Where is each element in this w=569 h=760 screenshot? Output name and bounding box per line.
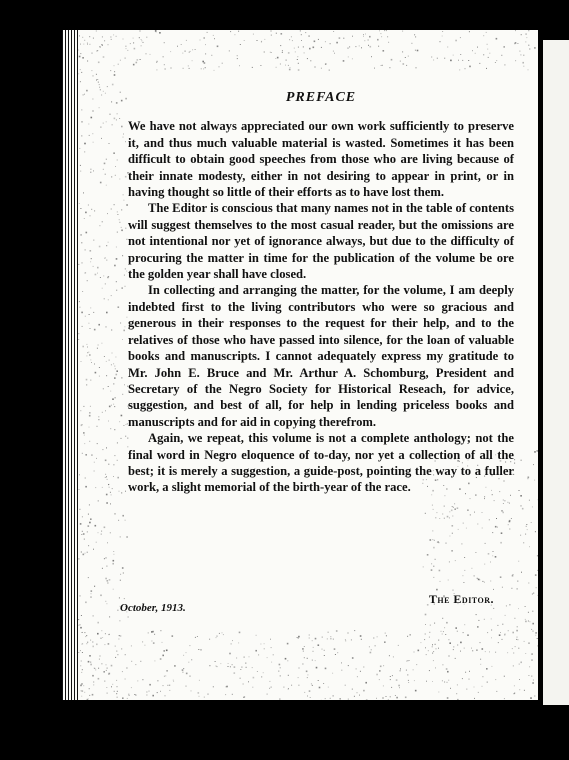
page-binding-edge [62,30,78,700]
paragraph-4: Again, we repeat, this volume is not a complete anthology; not the final word in Negro eloquence of to-day, nor yet a collection of all the best; it is merely a suggestion, a guide-post, pointing the way to a fuller work, a slight memorial of the birth-year of the race. [128,431,514,495]
preface-date: October, 1913. [120,602,186,614]
page-body [128,90,514,496]
paragraph-3: In collecting and arranging the matter, for the volume, I am deeply indebted first to the living contributors who were so gracious and generous in their responses to the request for their help, and to the relatives of those who have passed into silence, for the loan of valuable books and manuscripts. I cannot adequately express my gratitude to Mr. John E. Bruce and Mr. Arthur A. Schomburg, President and Secretary of the Negro Society for Historical Reseach, for advice, suggestion, and best of all, for help in lending priceless books and manuscripts and for aid in copying therefrom. [128,283,514,429]
facing-page-edge [543,40,569,705]
book-page [62,30,538,700]
paragraph-2: The Editor is conscious that many names not in the table of contents will suggest themselves to the most casual reader, but the omissions are not intentional nor yet of ignorance always, but due to the difficulty of procuring the matter in time for the publication of the volume be ore the golden year shall have closed. [128,201,514,282]
editor-signature: The Editor. [428,592,494,606]
page-title: PREFACE [285,90,357,105]
paragraph-1: We have not always appreciated our own work sufficiently to preserve it, and thus much valuable material is wasted. Sometimes it has been difficult to obtain good speeches from those who are living because of their innate modesty, either in not desiring to appear in print, or in having thought so little of their efforts as to have lost them. [128,119,514,200]
